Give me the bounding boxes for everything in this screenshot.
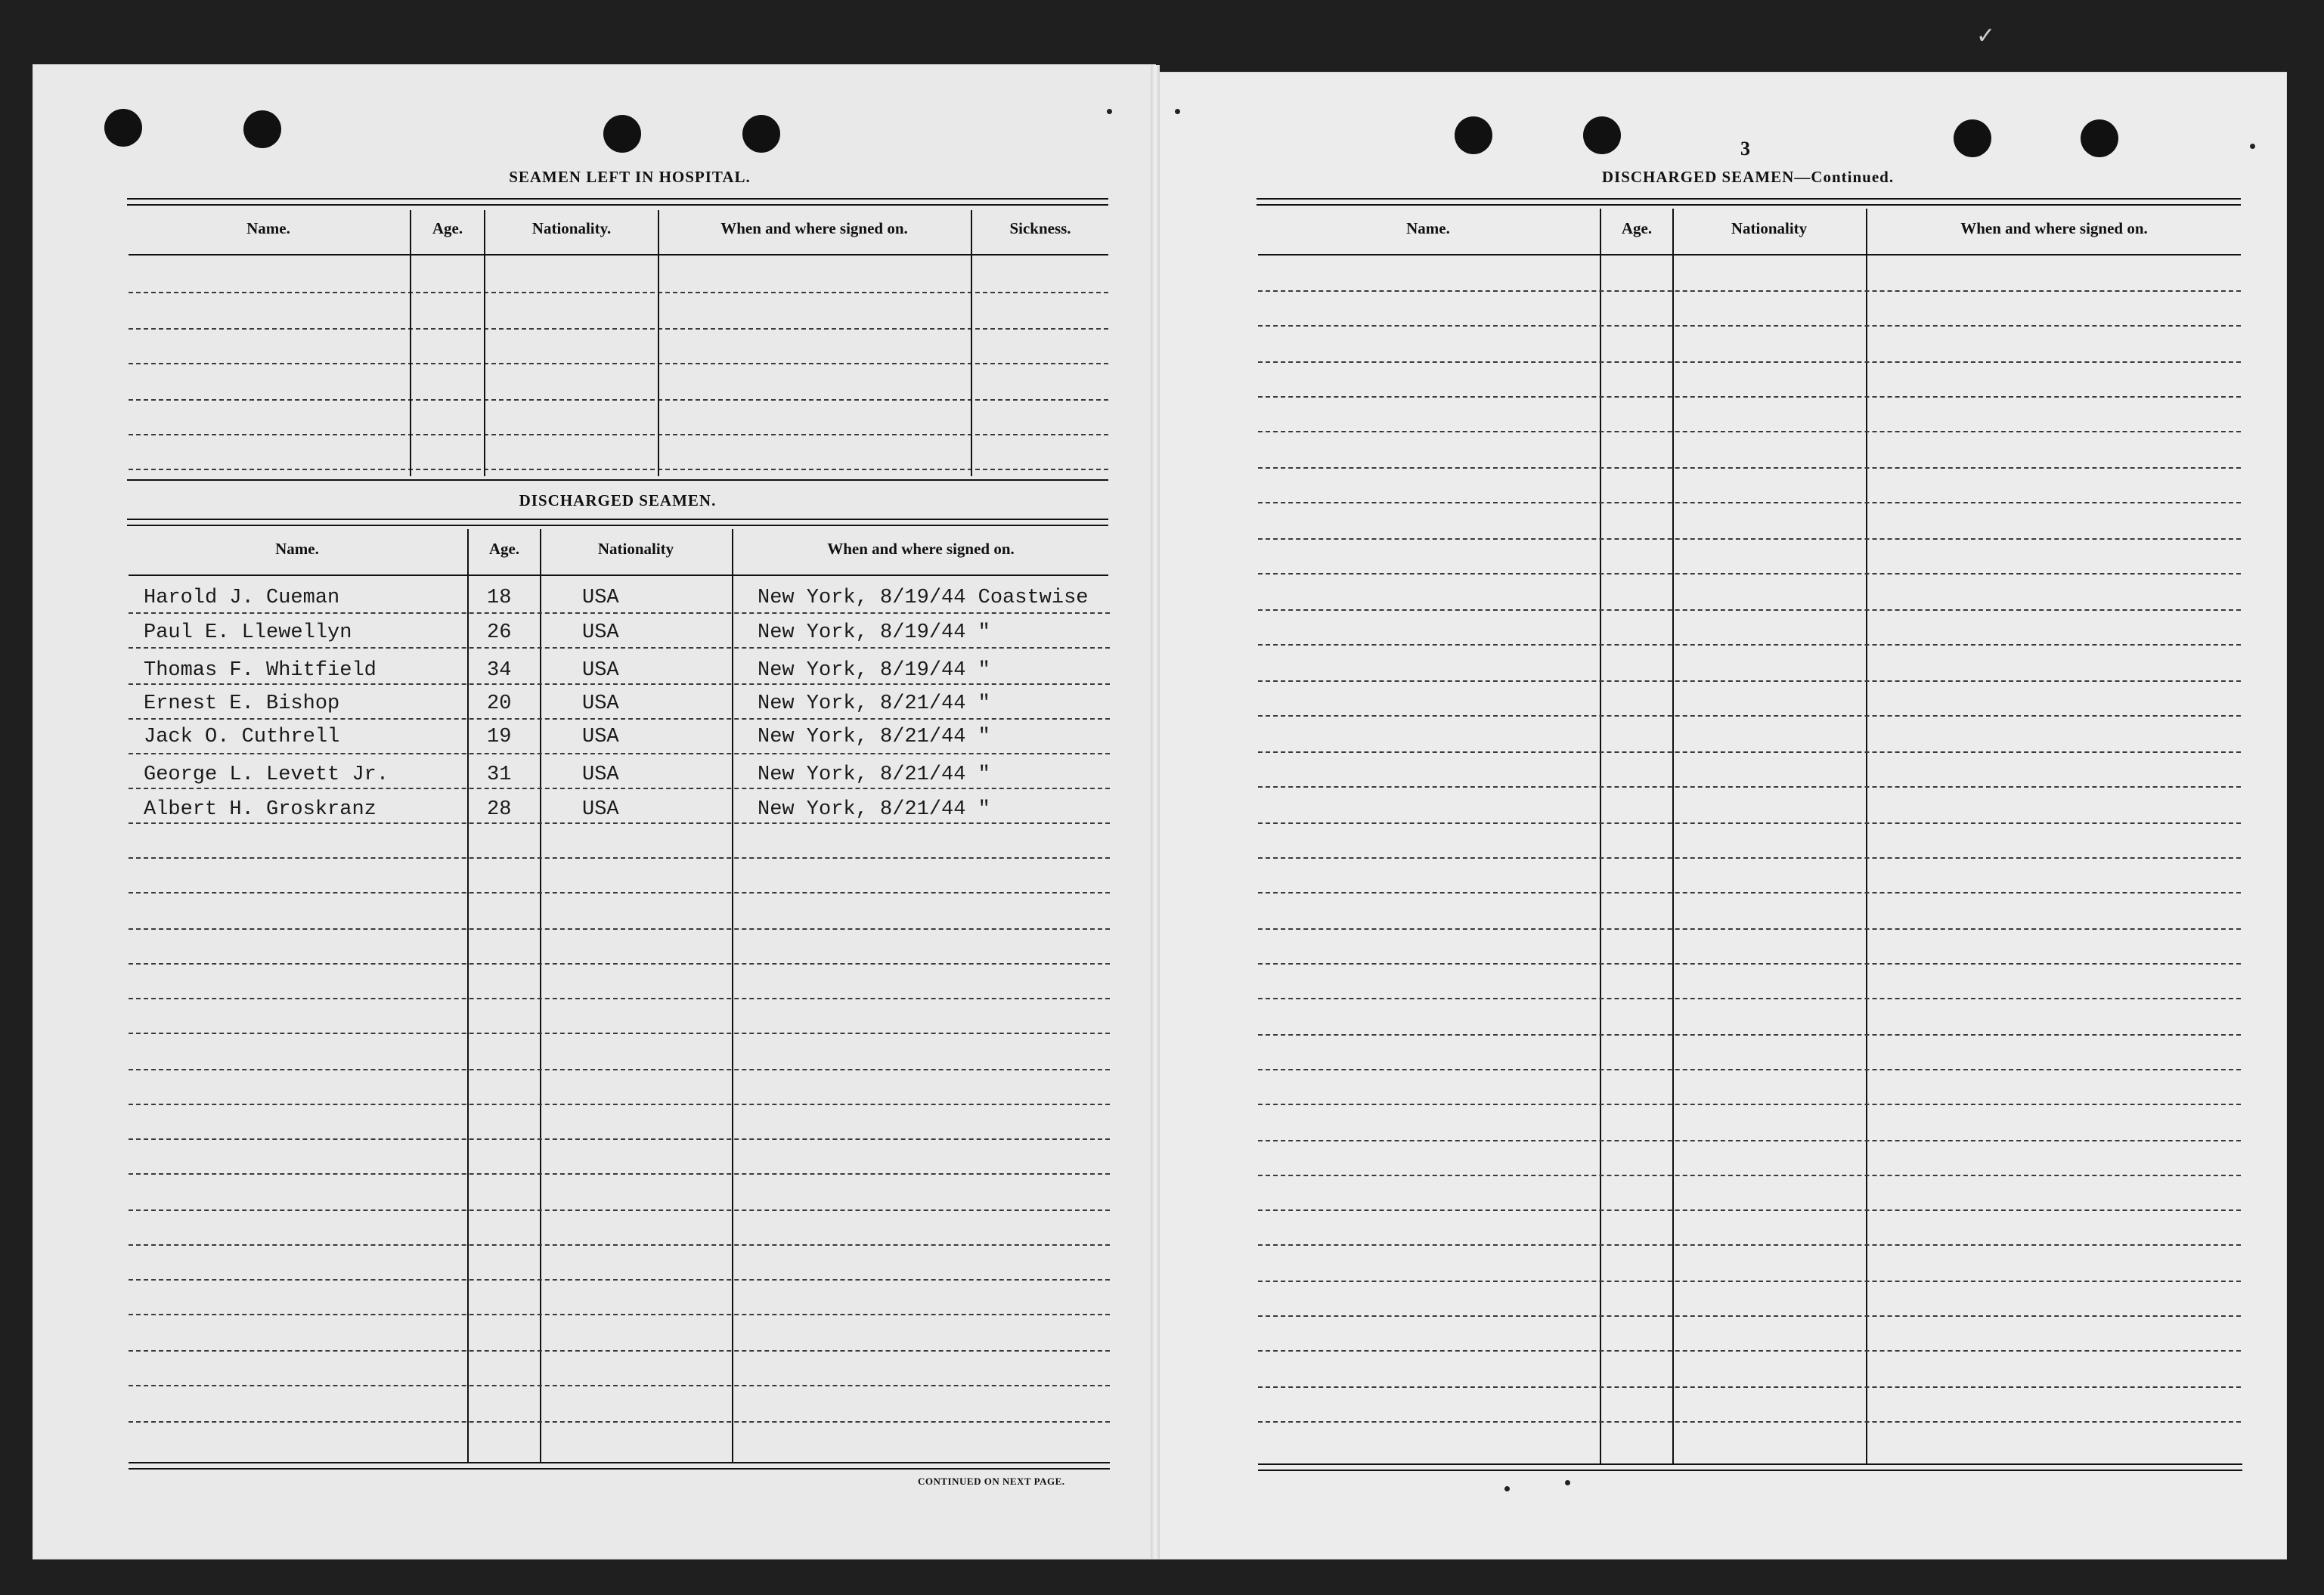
discharged-row-line — [129, 1069, 1110, 1070]
punch-hole — [742, 115, 780, 153]
discharged-row-line — [129, 892, 1110, 894]
seaman-age: 28 — [487, 798, 512, 821]
right-row-line — [1258, 822, 2241, 824]
discharged-continued-title: DISCHARGED SEAMEN—Continued. — [1601, 168, 1895, 186]
seaman-name: Paul E. Llewellyn — [144, 621, 352, 644]
discharged-row-line — [129, 822, 1110, 824]
seaman-nationality: USA — [582, 659, 619, 682]
hospital-row-line — [129, 434, 1108, 435]
seaman-signed-on: New York, 8/21/44 " — [758, 726, 990, 748]
right-row-line — [1258, 1421, 2241, 1423]
right-row-line — [1258, 1386, 2241, 1388]
punch-hole — [1954, 119, 1991, 157]
right-row-line — [1258, 1209, 2241, 1211]
right-row-line — [1258, 467, 2241, 469]
hospital-row-line — [129, 292, 1108, 293]
seaman-age: 34 — [487, 659, 512, 682]
discharged-row-line — [129, 683, 1110, 685]
right-row-line — [1258, 892, 2241, 894]
right-row-line — [1258, 1104, 2241, 1105]
right-row-line — [1258, 1034, 2241, 1036]
seaman-nationality: USA — [582, 587, 619, 609]
hospital-col-name: Name. — [246, 219, 290, 237]
hospital-row-line — [129, 363, 1108, 364]
right-row-line — [1258, 928, 2241, 930]
discharged-row-line — [129, 1033, 1110, 1034]
hospital-col-sickness: Sickness. — [1009, 219, 1071, 237]
discharged-row-line — [129, 928, 1110, 930]
ink-speck — [2250, 144, 2255, 149]
seaman-name: Thomas F. Whitfield — [144, 659, 376, 682]
seaman-signed-on: New York, 8/21/44 " — [758, 763, 990, 786]
discharged-row-line — [129, 1244, 1110, 1246]
seaman-name: Jack O. Cuthrell — [144, 726, 340, 748]
right-row-line — [1258, 1069, 2241, 1070]
hospital-row-line — [129, 469, 1108, 470]
discharged-col-nationality: Nationality — [597, 540, 674, 558]
hospital-row-line — [129, 328, 1108, 330]
punch-hole — [1583, 116, 1621, 154]
punch-hole — [104, 109, 142, 147]
seaman-signed-on: New York, 8/19/44 " — [758, 659, 990, 682]
right-row-line — [1258, 1350, 2241, 1352]
right-row-line — [1258, 963, 2241, 965]
right-bottom-rule — [1258, 1463, 2242, 1471]
corner-mark-icon: ✓ — [1976, 23, 1996, 48]
right-row-line — [1258, 325, 2241, 327]
discharged-row-line — [129, 1104, 1110, 1105]
discharged-bottom-rule — [129, 1462, 1110, 1470]
hospital-col-signed-on: When and where signed on. — [720, 219, 908, 237]
right-row-line — [1258, 680, 2241, 682]
discharged-row-line — [129, 963, 1110, 965]
right-row-line — [1258, 538, 2241, 540]
page-gutter — [1151, 65, 1160, 1559]
right-header-rule — [1258, 254, 2241, 256]
discharged-section-title: DISCHARGED SEAMEN. — [519, 491, 717, 509]
right-row-line — [1258, 1315, 2241, 1317]
discharged-header-rule — [129, 575, 1108, 576]
right-col-nationality: Nationality — [1731, 219, 1808, 237]
discharged-row-line — [129, 647, 1110, 649]
right-row-line — [1258, 361, 2241, 363]
right-row-line — [1258, 1140, 2241, 1141]
right-row-line — [1258, 502, 2241, 503]
discharged-col-name: Name. — [275, 540, 319, 558]
hospital-row-line — [129, 399, 1108, 401]
discharged-row-line — [129, 1314, 1110, 1315]
right-row-line — [1258, 786, 2241, 788]
continued-note: CONTINUED ON NEXT PAGE. — [918, 1476, 1065, 1487]
hospital-col-divider — [410, 210, 411, 476]
seaman-age: 18 — [487, 587, 512, 609]
seaman-name: George L. Levett Jr. — [144, 763, 389, 786]
discharged-row-line — [129, 998, 1110, 999]
seaman-nationality: USA — [582, 798, 619, 821]
seaman-age: 20 — [487, 692, 512, 715]
seaman-nationality: USA — [582, 726, 619, 748]
seaman-nationality: USA — [582, 692, 619, 715]
seaman-nationality: USA — [582, 763, 619, 786]
discharged-col-divider — [467, 529, 469, 1463]
discharged-row-line — [129, 788, 1110, 789]
discharged-row-line — [129, 1138, 1110, 1140]
discharged-row-line — [129, 753, 1110, 754]
right-top-rule — [1257, 198, 2241, 206]
hospital-col-divider — [658, 210, 659, 476]
right-row-line — [1258, 609, 2241, 611]
seaman-age: 19 — [487, 726, 512, 748]
punch-hole — [2081, 119, 2118, 157]
punch-hole — [1455, 116, 1492, 154]
discharged-row-line — [129, 857, 1110, 859]
right-page — [1155, 73, 2286, 1559]
ink-speck — [1504, 1486, 1510, 1491]
hospital-col-divider — [971, 210, 972, 476]
hospital-col-age: Age. — [432, 219, 463, 237]
discharged-col-divider — [540, 529, 541, 1463]
seaman-nationality: USA — [582, 621, 619, 644]
right-col-signed-on: When and where signed on. — [1960, 219, 2148, 237]
seaman-age: 31 — [487, 763, 512, 786]
right-row-line — [1258, 1281, 2241, 1282]
right-row-line — [1258, 644, 2241, 646]
right-row-line — [1258, 857, 2241, 859]
seaman-name: Harold J. Cueman — [144, 587, 340, 609]
seaman-signed-on: New York, 8/19/44 Coastwise — [758, 587, 1089, 609]
discharged-row-line — [129, 1173, 1110, 1175]
hospital-col-divider — [484, 210, 485, 476]
discharged-col-signed-on: When and where signed on. — [827, 540, 1015, 558]
seaman-signed-on: New York, 8/19/44 " — [758, 621, 990, 644]
discharged-row-line — [129, 1350, 1110, 1352]
right-row-line — [1258, 290, 2241, 292]
discharged-row-line — [129, 1209, 1110, 1211]
page-number-left: 2 — [609, 127, 619, 149]
right-row-line — [1258, 1175, 2241, 1176]
right-row-line — [1258, 998, 2241, 999]
punch-hole — [243, 110, 281, 148]
discharged-row-line — [129, 1421, 1110, 1423]
right-row-line — [1258, 431, 2241, 432]
discharged-row-line — [129, 1279, 1110, 1281]
seaman-name: Ernest E. Bishop — [144, 692, 340, 715]
ink-speck — [1107, 109, 1112, 114]
right-col-age: Age. — [1621, 219, 1653, 237]
hospital-header-rule — [129, 254, 1108, 256]
hospital-top-rule — [127, 198, 1108, 206]
discharged-row-line — [129, 1385, 1110, 1386]
right-row-line — [1258, 573, 2241, 575]
ink-speck — [1565, 1480, 1570, 1485]
right-row-line — [1258, 715, 2241, 717]
discharged-row-line — [129, 718, 1110, 720]
page-number-right: 3 — [1740, 138, 1750, 160]
discharged-col-age: Age. — [488, 540, 520, 558]
right-col-name: Name. — [1406, 219, 1450, 237]
right-row-line — [1258, 751, 2241, 753]
seaman-age: 26 — [487, 621, 512, 644]
right-row-line — [1258, 396, 2241, 398]
seaman-signed-on: New York, 8/21/44 " — [758, 798, 990, 821]
right-row-line — [1258, 1244, 2241, 1246]
seaman-signed-on: New York, 8/21/44 " — [758, 692, 990, 715]
ink-speck — [1175, 109, 1180, 114]
hospital-section-title: SEAMEN LEFT IN HOSPITAL. — [509, 168, 751, 186]
discharged-col-divider — [732, 529, 733, 1463]
discharged-top-rule — [127, 519, 1108, 526]
hospital-col-nationality: Nationality. — [531, 219, 612, 237]
seaman-name: Albert H. Groskranz — [144, 798, 376, 821]
discharged-row-line — [129, 612, 1110, 614]
hospital-bottom-rule — [127, 479, 1108, 481]
